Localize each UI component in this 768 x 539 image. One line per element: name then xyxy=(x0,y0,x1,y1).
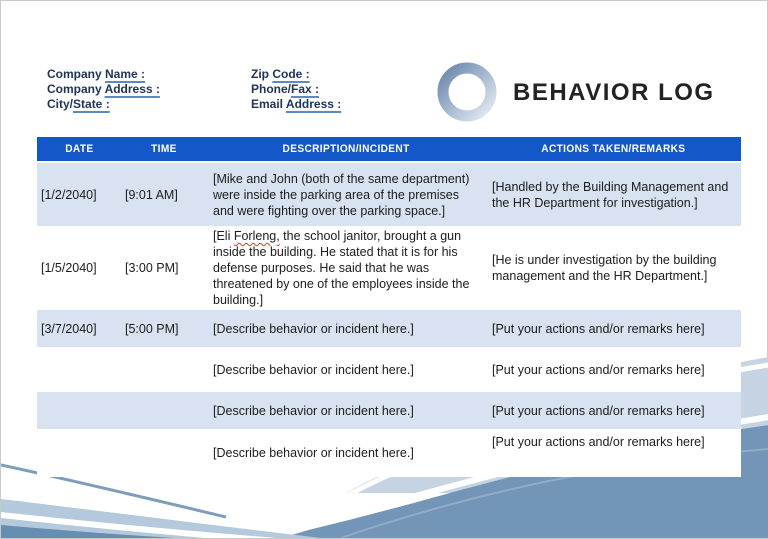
remarks-cell[interactable]: [Handled by the Building Management and the HR Department for investigation.] xyxy=(492,179,729,210)
time-cell[interactable]: [5:00 PM] xyxy=(125,321,179,336)
contact-label: Company xyxy=(47,82,105,96)
contact-label: City/ xyxy=(47,97,74,111)
remarks-cell[interactable]: [He is under investigation by the building management and the HR Department.] xyxy=(492,253,717,283)
description-cell[interactable]: [Describe behavior or incident here.] xyxy=(213,362,414,377)
table-row xyxy=(37,162,741,226)
contact-blank-field[interactable]: Code : xyxy=(272,67,310,81)
column-header-0: DATE xyxy=(37,137,121,162)
logo-ring-icon xyxy=(437,62,497,122)
remarks-cell[interactable]: [Put your actions and/or remarks here] xyxy=(492,362,705,377)
misspelled-word: Forleng, xyxy=(233,229,280,243)
date-cell[interactable]: [1/2/2040] xyxy=(41,187,97,202)
date-cell[interactable]: [3/7/2040] xyxy=(41,321,97,336)
time-cell[interactable] xyxy=(121,429,207,477)
contact-field-right-0[interactable] xyxy=(251,67,341,82)
contact-blank-field[interactable]: Name : xyxy=(105,67,146,81)
time-cell[interactable]: [9:01 AM] xyxy=(125,187,178,202)
contact-blank-field[interactable]: State : xyxy=(73,97,110,111)
remarks-cell[interactable]: [Put your actions and/or remarks here] xyxy=(492,435,705,449)
description-cell[interactable]: [Mike and John (both of the same department) were inside the parking area of the premises and were fighting over the parking space.] xyxy=(213,171,470,218)
time-cell[interactable] xyxy=(121,392,207,429)
behavior-log-table xyxy=(37,137,741,477)
page-title: BEHAVIOR LOG xyxy=(513,79,715,106)
remarks-cell[interactable]: [Put your actions and/or remarks here] xyxy=(492,403,705,418)
table-row xyxy=(37,347,741,392)
date-cell[interactable] xyxy=(37,429,121,477)
time-cell[interactable] xyxy=(121,347,207,392)
date-cell[interactable] xyxy=(37,347,121,392)
time-cell[interactable]: [3:00 PM] xyxy=(125,261,179,275)
contact-field-right-2[interactable] xyxy=(251,97,341,112)
contact-blank-field[interactable]: Fax : xyxy=(291,82,320,96)
contact-field-right-1[interactable] xyxy=(251,82,341,97)
table-row xyxy=(37,310,741,347)
contact-field-left-1[interactable] xyxy=(47,82,160,97)
contact-blank-field[interactable]: Address : xyxy=(104,82,160,96)
description-cell[interactable]: [Eli Forleng, the school janitor, brought a gun inside the building. He stated that it is for his defense purposes. He said that he was threatened by one of the employees inside the building.] xyxy=(213,229,470,307)
company-contact-block xyxy=(47,67,160,112)
table-row xyxy=(37,429,741,477)
description-cell[interactable]: [Describe behavior or incident here.] xyxy=(213,446,414,460)
contact-field-left-2[interactable] xyxy=(47,97,160,112)
table-header-row xyxy=(37,137,741,162)
column-header-2: DESCRIPTION/INCIDENT xyxy=(207,137,486,162)
table-row xyxy=(37,226,741,310)
date-cell[interactable] xyxy=(37,392,121,429)
column-header-1: TIME xyxy=(121,137,207,162)
description-cell[interactable]: [Describe behavior or incident here.] xyxy=(213,403,414,418)
contact-label: Email xyxy=(251,97,286,111)
contact-blank-field[interactable]: Address : xyxy=(285,97,342,111)
column-header-3: ACTIONS TAKEN/REMARKS xyxy=(486,137,741,162)
zip-phone-email-block xyxy=(251,67,341,112)
contact-label: Company xyxy=(47,67,106,81)
date-cell[interactable]: [1/5/2040] xyxy=(41,261,97,275)
contact-label: Phone/ xyxy=(251,82,292,96)
remarks-cell[interactable]: [Put your actions and/or remarks here] xyxy=(492,321,705,336)
description-cell[interactable]: [Describe behavior or incident here.] xyxy=(213,321,414,336)
contact-field-left-0[interactable] xyxy=(47,67,160,82)
contact-label: Zip xyxy=(251,67,273,81)
table-row xyxy=(37,392,741,429)
